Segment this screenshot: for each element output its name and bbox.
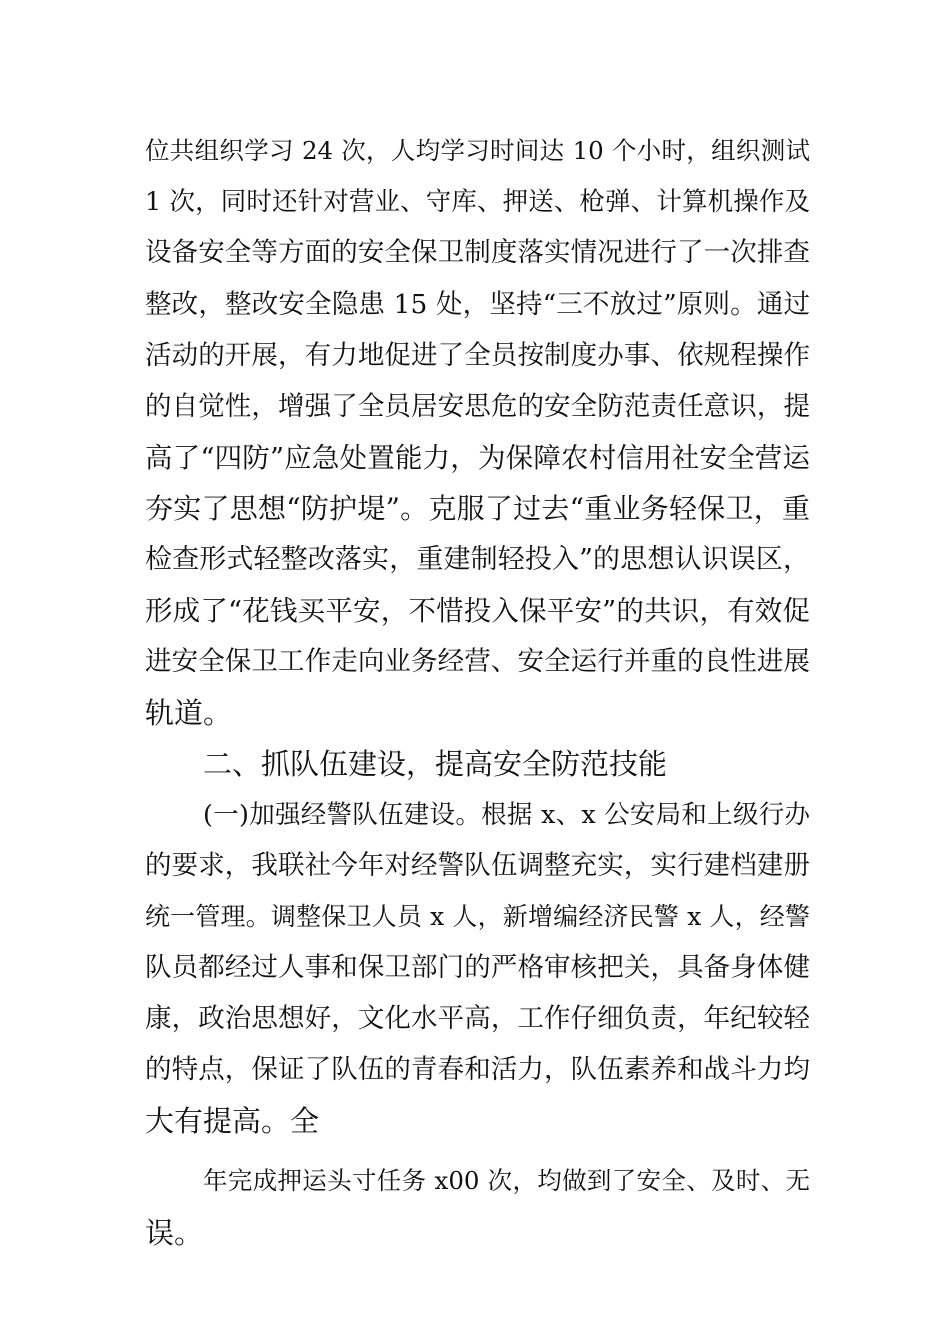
text-line: 位共组织学习 24 次，人均学习时间达 10 个小时，组织测试 [145,136,810,165]
text-line: 的自觉性，增强了全员居安思危的安全防范责任意识，提 [145,391,810,422]
text-line: 的要求，我联社今年对经警队伍调整充实，实行建档建册 [145,850,810,881]
text-line: 设备安全等方面的安全保卫制度落实情况进行了一次排查 [145,237,810,268]
text-line: 夯实了思想“防护堤”。克服了过去“重业务轻保卫，重 [145,492,810,525]
text-line: 年完成押运头寸任务 x00 次，均做到了安全、及时、无 [203,1166,810,1195]
text-line: (一)加强经警队伍建设。根据 x、x 公安局和上级行办 [203,800,810,830]
text-line: 的特点，保证了队伍的青春和活力，队伍素养和战斗力均 [145,1054,810,1085]
text-line: 队员都经过人事和保卫部门的严格审核把关，具备身体健 [145,952,810,983]
text-line: 检查形式轻整改落实，重建制轻投入”的思想认识误区， [145,544,810,575]
text-line: 进安全保卫工作走向业务经营、安全运行并重的良性进展 [145,646,810,677]
text-line: 误。 [145,1216,204,1250]
text-line: 活动的开展，有力地促进了全员按制度办事、依规程操作 [145,340,810,371]
text-line: 整改，整改安全隐患 15 处，坚持“三不放过”原则。通过 [145,289,810,320]
text-line: 大有提高。全 [145,1104,320,1138]
text-line: 高了“四防”应急处置能力，为保障农村信用社安全营运 [145,442,810,474]
text-line: 康，政治思想好，文化水平高，工作仔细负责，年纪较轻 [145,1003,810,1034]
text-line: 1 次，同时还针对营业、守库、押送、枪弹、计算机操作及 [145,187,810,217]
text-line: 轨道。 [145,696,233,730]
text-line: 统一管理。调整保卫人员 x 人，新增编经济民警 x 人，经警 [145,902,810,931]
text-line: 形成了“花钱买平安，不惜投入保平安”的共识，有效促 [145,595,810,627]
section-heading: 二、抓队伍建设，提高安全防范技能 [203,747,668,781]
